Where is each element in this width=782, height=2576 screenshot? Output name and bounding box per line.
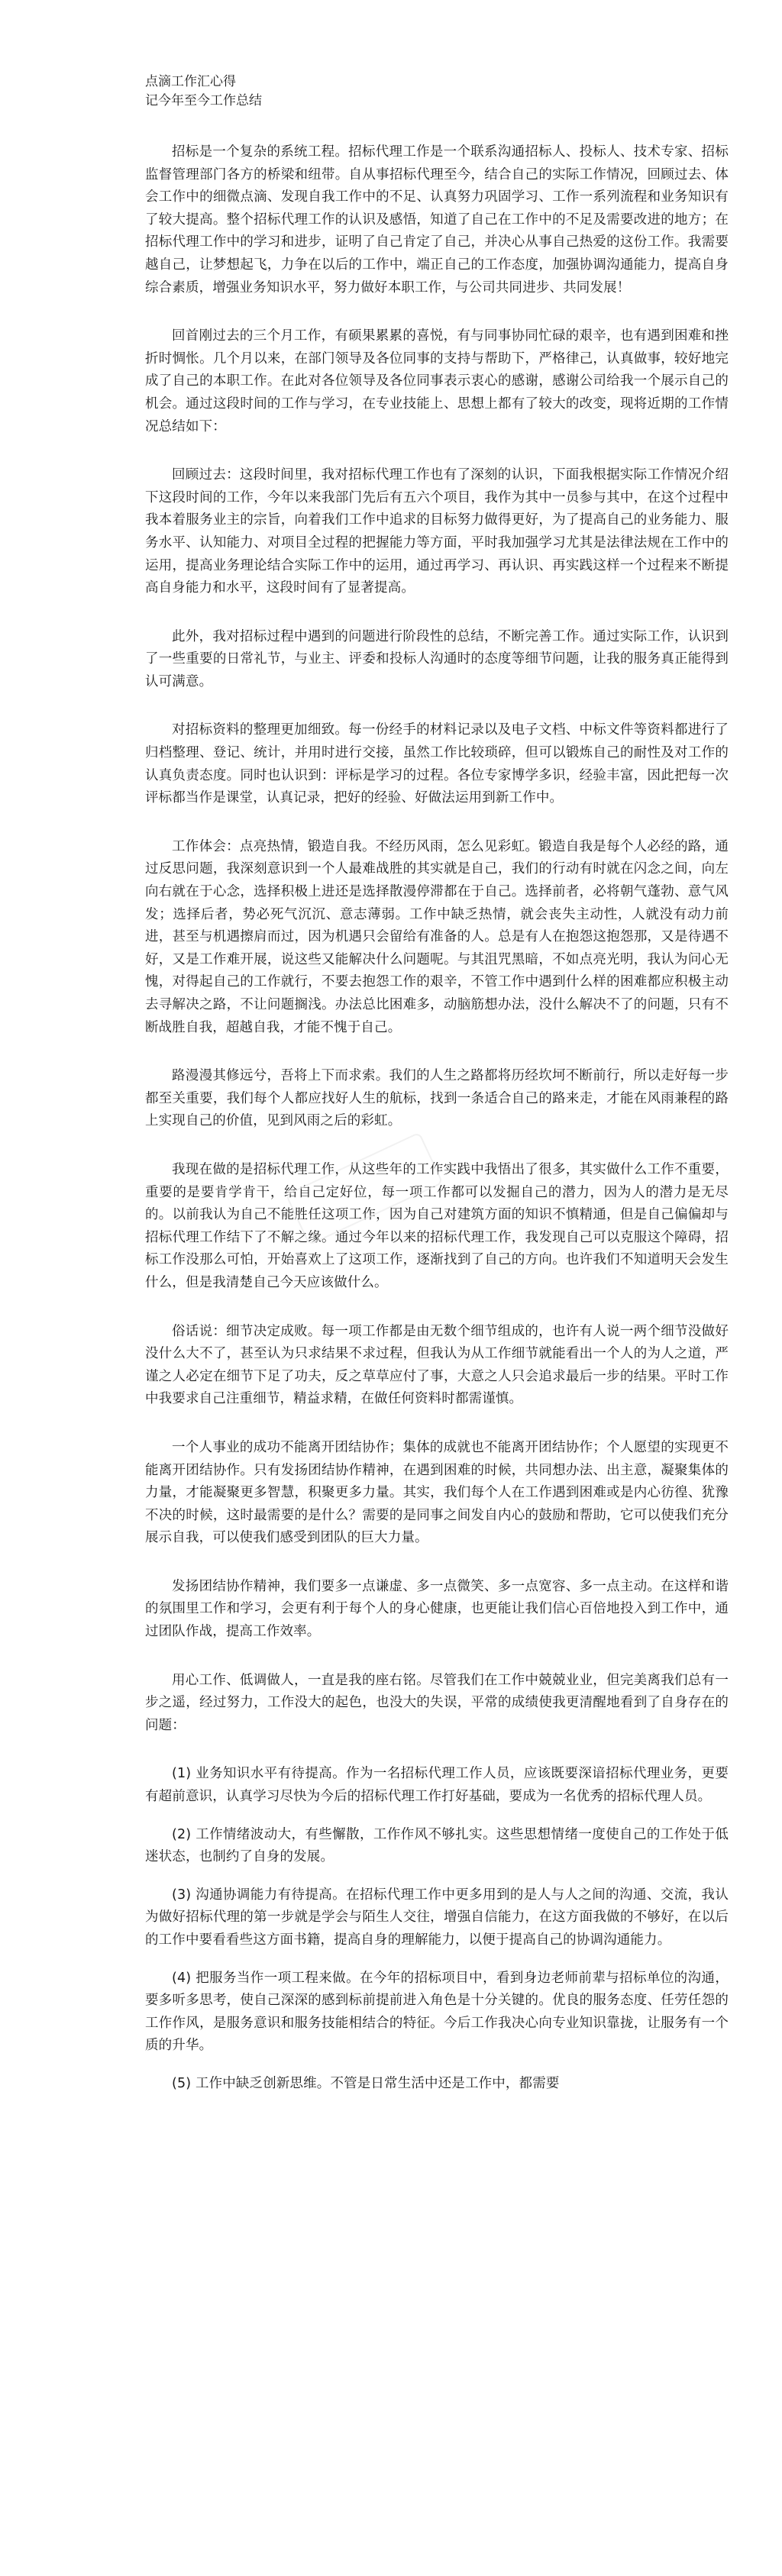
document-body <box>145 141 729 2096</box>
paragraph: 招标是一个复杂的系统工程。招标代理工作是一个联系沟通招标人、投标人、技术专家、招标监督管理部门各方的桥梁和纽带。自从事招标代理至今，结合自己的实际工作情况，回顾过去、体会工作中的细微点滴、发现自我工作中的不足、认真努力巩固学习、工作一系列流程和业务知识有了较大提高。整个招标代理工作的认识及感悟，知道了自己在工作中的不足及需要改进的地方；在招标代理工作中的学习和进步，证明了自己肯定了自己，并决心从事自己热爱的这份工作。我需要越自己，让梦想起飞，力争在以后的工作中，端正自己的工作态度，加强协调沟通能力，提高自身综合素质，增强业务知识水平，努力做好本职工作，与公司共同进步、共同发展！ <box>145 144 729 295</box>
list-item: (3) 沟通协调能力有待提高。在招标代理工作中更多用到的是人与人之间的沟通、交流，我认为做好招标代理的第一步就是学会与陌生人交往，增强自信能力，在这方面我做的不够好，在以后的工作中要看看些这方面书籍，提高自身的理解能力，以便于提高自己的协调沟通能力。 <box>145 1887 729 1948</box>
title-block <box>145 73 729 111</box>
document-title: 点滴工作汇心得 <box>145 74 236 89</box>
paragraph: 我现在做的是招标代理工作，从这些年的工作实践中我悟出了很多，其实做什么工作不重要，重要的是要肯学肯干，给自己定好位，每一项工作都可以发掘自己的潜力，因为人的潜力是无尽的。以前我认为自己不能胜任这项工作，因为自己对建筑方面的知识不慎精通，但是自己偏偏却与招标代理工作结下了不解之缘。通过今年以来的招标代理工作，我发现自己可以克服这个障碍，招标工作没那么可怕，开始喜欢上了这项工作，逐渐找到了自己的方向。也许我们不知道明天会发生什么，但是我清楚自己今天应该做什么。 <box>145 1161 729 1290</box>
list-item: (2) 工作情绪波动大，有些懈散，工作作风不够扎实。这些思想情绪一度使自己的工作处于低迷状态，也制约了自身的发展。 <box>145 1826 729 1865</box>
paragraph: 路漫漫其修远兮，吾将上下而求索。我们的人生之路都将历经坎坷不断前行，所以走好每一步都至关重要，我们每个人都应找好人生的航标，找到一条适合自己的路来走，才能在风雨兼程的路上实现自己的价值，见到风雨之后的彩虹。 <box>145 1068 729 1129</box>
paragraph: 俗话说：细节决定成败。每一项工作都是由无数个细节组成的，也许有人说一两个细节没做好没什么大不了，甚至认为只求结果不求过程，但我认为从工作细节就能看出一个人的为人之道，严谨之人必定在细节下足了功夫，反之草草应付了事，大意之人只会追求最后一步的结果。平时工作中我要求自己注重细节，精益求精，在做任何资料时都需谨慎。 <box>145 1323 729 1407</box>
document-subtitle: 记今年至今工作总结 <box>145 93 262 108</box>
paragraph: 此外，我对招标过程中遇到的问题进行阶段性的总结，不断完善工作。通过实际工作，认识到了一些重要的日常礼节，与业主、评委和投标人沟通时的态度等细节问题，让我的服务真正能得到认可满意。 <box>145 628 729 689</box>
paragraph: 对招标资料的整理更加细致。每一份经手的材料记录以及电子文档、中标文件等资料都进行了归档整理、登记、统计，并用时进行交接，虽然工作比较琐碎，但可以锻炼自己的耐性及对工作的认真负责态度。同时也认识到：评标是学习的过程。各位专家博学多识，经验丰富，因此把每一次评标都当作是课堂，认真记录，把好的经验、好做法运用到新工作中。 <box>145 722 729 806</box>
paragraph: 用心工作、低调做人，一直是我的座右铭。尽管我们在工作中兢兢业业，但完美离我们总有一步之遥，经过努力，工作没大的起色，也没大的失误，平常的成绩使我更清醒地看到了自身存在的问题： <box>145 1672 729 1733</box>
paragraph: 工作体会：点亮热情，锻造自我。不经历风雨，怎么见彩虹。锻造自我是每个人必经的路，通过反思问题，我深刻意识到一个人最难战胜的其实就是自己，我们的行动有时就在闪念之间，向左向右就在于心念，选择积极上进还是选择散漫停滞都在于自己。选择前者，必将朝气蓬勃、意气风发；选择后者，势必死气沉沉、意志薄弱。工作中缺乏热情，就会丧失主动性，人就没有动力前进，甚至与机遇擦肩而过，因为机遇只会留给有准备的人。总是有人在抱怨这抱怨那，又是待遇不好，又是工作难开展，说这些又能解决什么问题呢。与其沮咒黑暗，不如点亮光明，我认为问心无愧，对得起自己的工作就行，不要去抱怨工作的艰辛，不管工作中遇到什么样的困难都应积极主动去寻解决之路，不让问题搁浅。办法总比困难多，动脑筋想办法，没什么解决不了的问题，只有不断战胜自我，超越自我，才能不愧于自己。 <box>145 838 729 1035</box>
paragraph: 回顾过去：这段时间里，我对招标代理工作也有了深刻的认识，下面我根据实际工作情况介绍下这段时间的工作，今年以来我部门先后有五六个项目，我作为其中一员参与其中，在这个过程中我本着服务业主的宗旨，向着我们工作中追求的目标努力做得更好，为了提高自己的业务能力、服务水平、认知能力、对项目全过程的把握能力等方面，平时我加强学习尤其是法律法规在工作中的运用，提高业务理论结合实际工作中的运用，通过再学习、再认识、再实践这样一个过程来不断提高自身能力和水平，这段时间有了显著提高。 <box>145 467 729 596</box>
paragraph: 回首刚过去的三个月工作，有硕果累累的喜悦，有与同事协同忙碌的艰辛，也有遇到困难和挫折时惆怅。几个月以来，在部门领导及各位同事的支持与帮助下，严格律己，认真做事，较好地完成了自己的本职工作。在此对各位领导及各位同事表示衷心的感谢，感谢公司给我一个展示自己的机会。通过这段时间的工作与学习，在专业技能上、思想上都有了较大的改变，现将近期的工作情况总结如下： <box>145 328 729 434</box>
list-item: (5) 工作中缺乏创新思维。不管是日常生活中还是工作中，都需要 <box>172 2075 560 2091</box>
paragraph: 发扬团结协作精神，我们要多一点谦虚、多一点微笑、多一点宽容、多一点主动。在这样和谐的氛围里工作和学习，会更有利于每个人的身心健康，也更能让我们信心百倍地投入到工作中，通过团队作战，提高工作效率。 <box>145 1578 729 1640</box>
paragraph: 一个人事业的成功不能离开团结协作；集体的成就也不能离开团结协作；个人愿望的实现更不能离开团结协作。只有发扬团结协作精神，在遇到困难的时候，共同想办法、出主意，凝聚集体的力量，才能凝聚更多智慧，积聚更多力量。其实，我们每个人在工作遇到困难或是内心彷徨、犹豫不决的时候，这时最需要的是什么？需要的是同事之间发自内心的鼓励和帮助，它可以使我们充分展示自我，可以使我们感受到团队的巨大力量。 <box>145 1439 729 1546</box>
list-item: (1) 业务知识水平有待提高。作为一名招标代理工作人员，应该既要深谙招标代理业务，更要有超前意识，认真学习尽快为今后的招标代理工作打好基础，要成为一名优秀的招标代理人员。 <box>145 1766 729 1805</box>
list-item: (4) 把服务当作一项工程来做。在今年的招标项目中，看到身边老师前辈与招标单位的沟通，要多听多思考，使自己深深的感到标前提前进入角色是十分关键的。优良的服务态度、任劳任怨的工作作风，是服务意识和服务技能相结合的特征。今后工作我决心向专业知识靠拢，让服务有一个质的升华。 <box>145 1970 729 2054</box>
